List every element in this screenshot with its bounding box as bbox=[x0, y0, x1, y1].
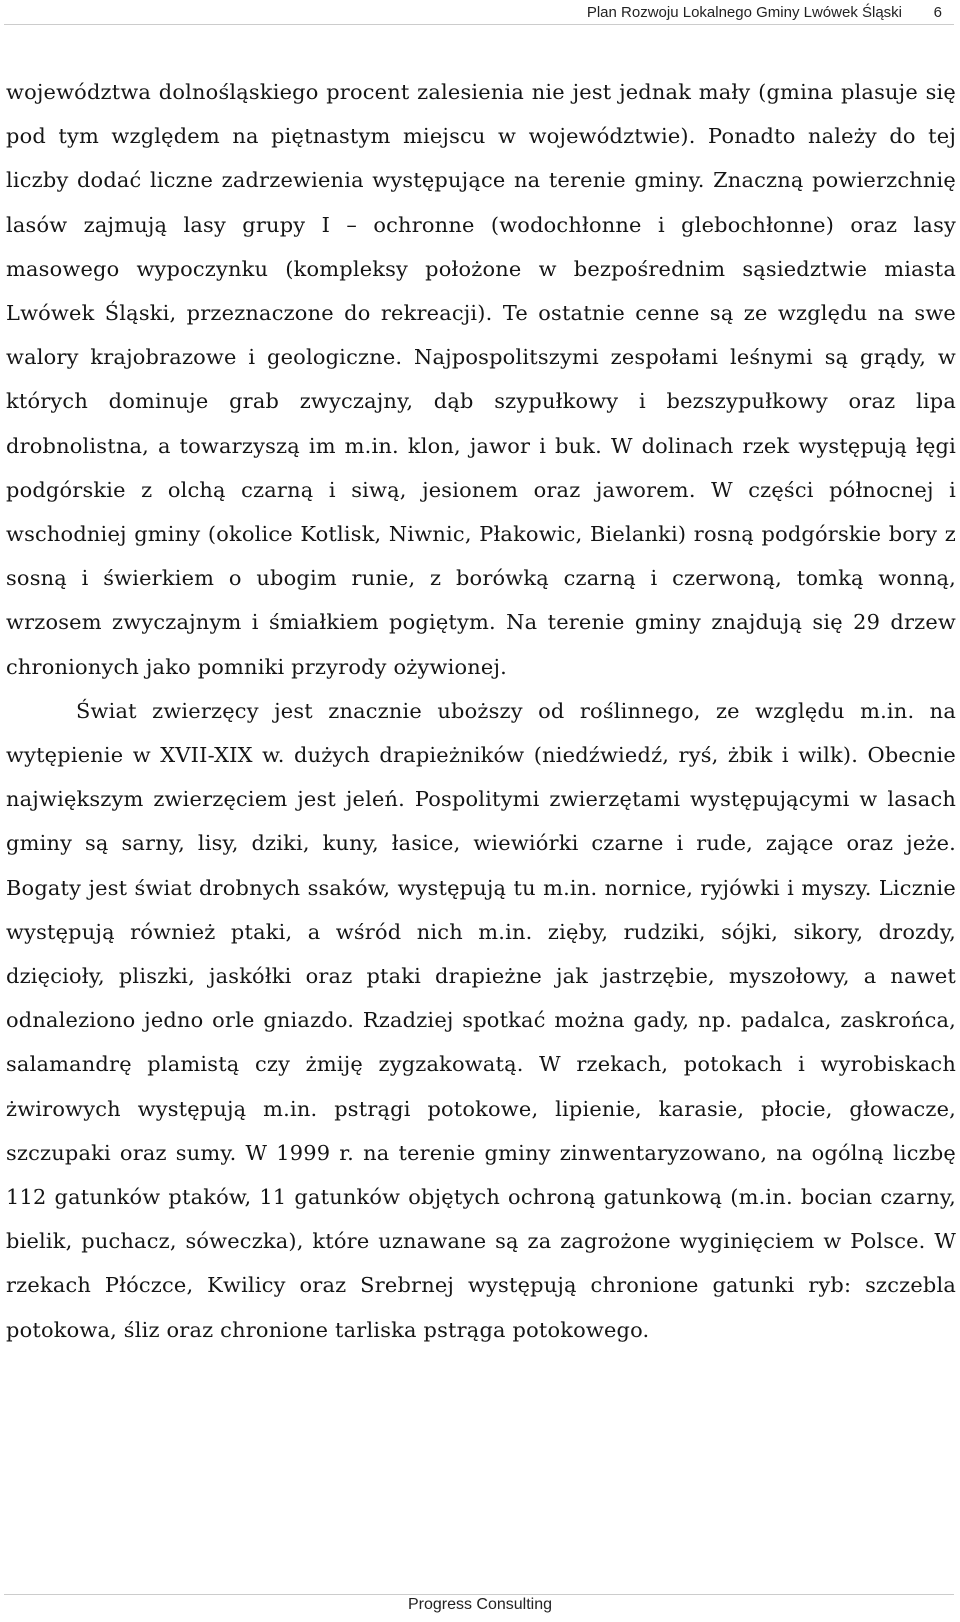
footer-divider bbox=[4, 1594, 954, 1595]
paragraph-forests: województwa dolnośląskiego procent zalesienia nie jest jednak mały (gmina plasuje się pod tym względem na piętnastym miejscu w województwie). Ponadto należy do tej liczby dodać liczne zadrzewienia występujące na terenie gminy. Znaczną powierzchnię lasów zajmują lasy grupy I – ochronne (wodochłonne i glebochłonne) oraz lasy masowego wypoczynku (kompleksy położone w bezpośrednim sąsiedztwie miasta Lwówek Śląski, przeznaczone do rekreacji). Te ostatnie cenne są ze względu na swe walory krajobrazowe i geologiczne. Najpospolitszymi zespołami leśnymi są grądy, w których dominuje grab zwyczajny, dąb szypułkowy i bezszypułkowy oraz lipa drobnolistna, a towarzyszą im m.in. klon, jawor i buk. W dolinach rzek występują łęgi podgórskie z olchą czarną i siwą, jesionem oraz jaworem. W części północnej i wschodniej gminy (okolice Kotlisk, Niwnic, Płakowic, Bielanki) rosną podgórskie bory z sosną i świerkiem o ubogim runie, z borówką czarną i czerwoną, tomką wonną, wrzosem zwyczajnym i śmiałkiem pogiętym. Na terenie gminy znajdują się 29 drzew chronionych jako pomniki przyrody ożywionej. bbox=[6, 80, 956, 679]
footer-company: Progress Consulting bbox=[407, 1596, 553, 1613]
document-title: Plan Rozwoju Lokalnego Gminy Lwówek Śląski bbox=[586, 4, 902, 21]
document-body bbox=[6, 70, 956, 1352]
header-divider bbox=[4, 24, 954, 25]
page-footer bbox=[0, 1584, 960, 1622]
page-header bbox=[0, 0, 960, 26]
page-number: 6 bbox=[933, 4, 942, 21]
paragraph-fauna: Świat zwierzęcy jest znacznie uboższy od roślinnego, ze względu m.in. na wytępienie w XVII-XIX w. dużych drapieżników (niedźwiedź, ryś, żbik i wilk). Obecnie największym zwierzęciem jest jeleń. Pospolitymi zwierzętami występującymi w lasach gminy są sarny, lisy, dziki, kuny, łasice, wiewiórki czarne i rude, zające oraz jeże. Bogaty jest świat drobnych ssaków, występują tu m.in. nornice, ryjówki i myszy. Licznie występują również ptaki, a wśród nich m.in. zięby, rudziki, sójki, sikory, drozdy, dzięcioły, pliszki, jaskółki oraz ptaki drapieżne jak jastrzębie, myszołowy, a nawet odnaleziono jedno orle gniazdo. Rzadziej spotkać można gady, np. padalca, zaskrońca, salamandrę plamistą czy żmiję zygzakowatą. W rzekach, potokach i wyrobiskach żwirowych występują m.in. pstrągi potokowe, lipienie, karasie, płocie, głowacze, szczupaki oraz sumy. W 1999 r. na terenie gminy zinwentaryzowano, na ogólną liczbę 112 gatunków ptaków, 11 gatunków objętych ochroną gatunkową (m.in. bocian czarny, bielik, puchacz, sóweczka), które uznawane są za zagrożone wyginięciem w Polsce. W rzekach Płóczce, Kwilicy oraz Srebrnej występują chronione gatunki ryb: szczebla potokowa, śliz oraz chronione tarliska pstrąga potokowego. bbox=[6, 698, 956, 1342]
